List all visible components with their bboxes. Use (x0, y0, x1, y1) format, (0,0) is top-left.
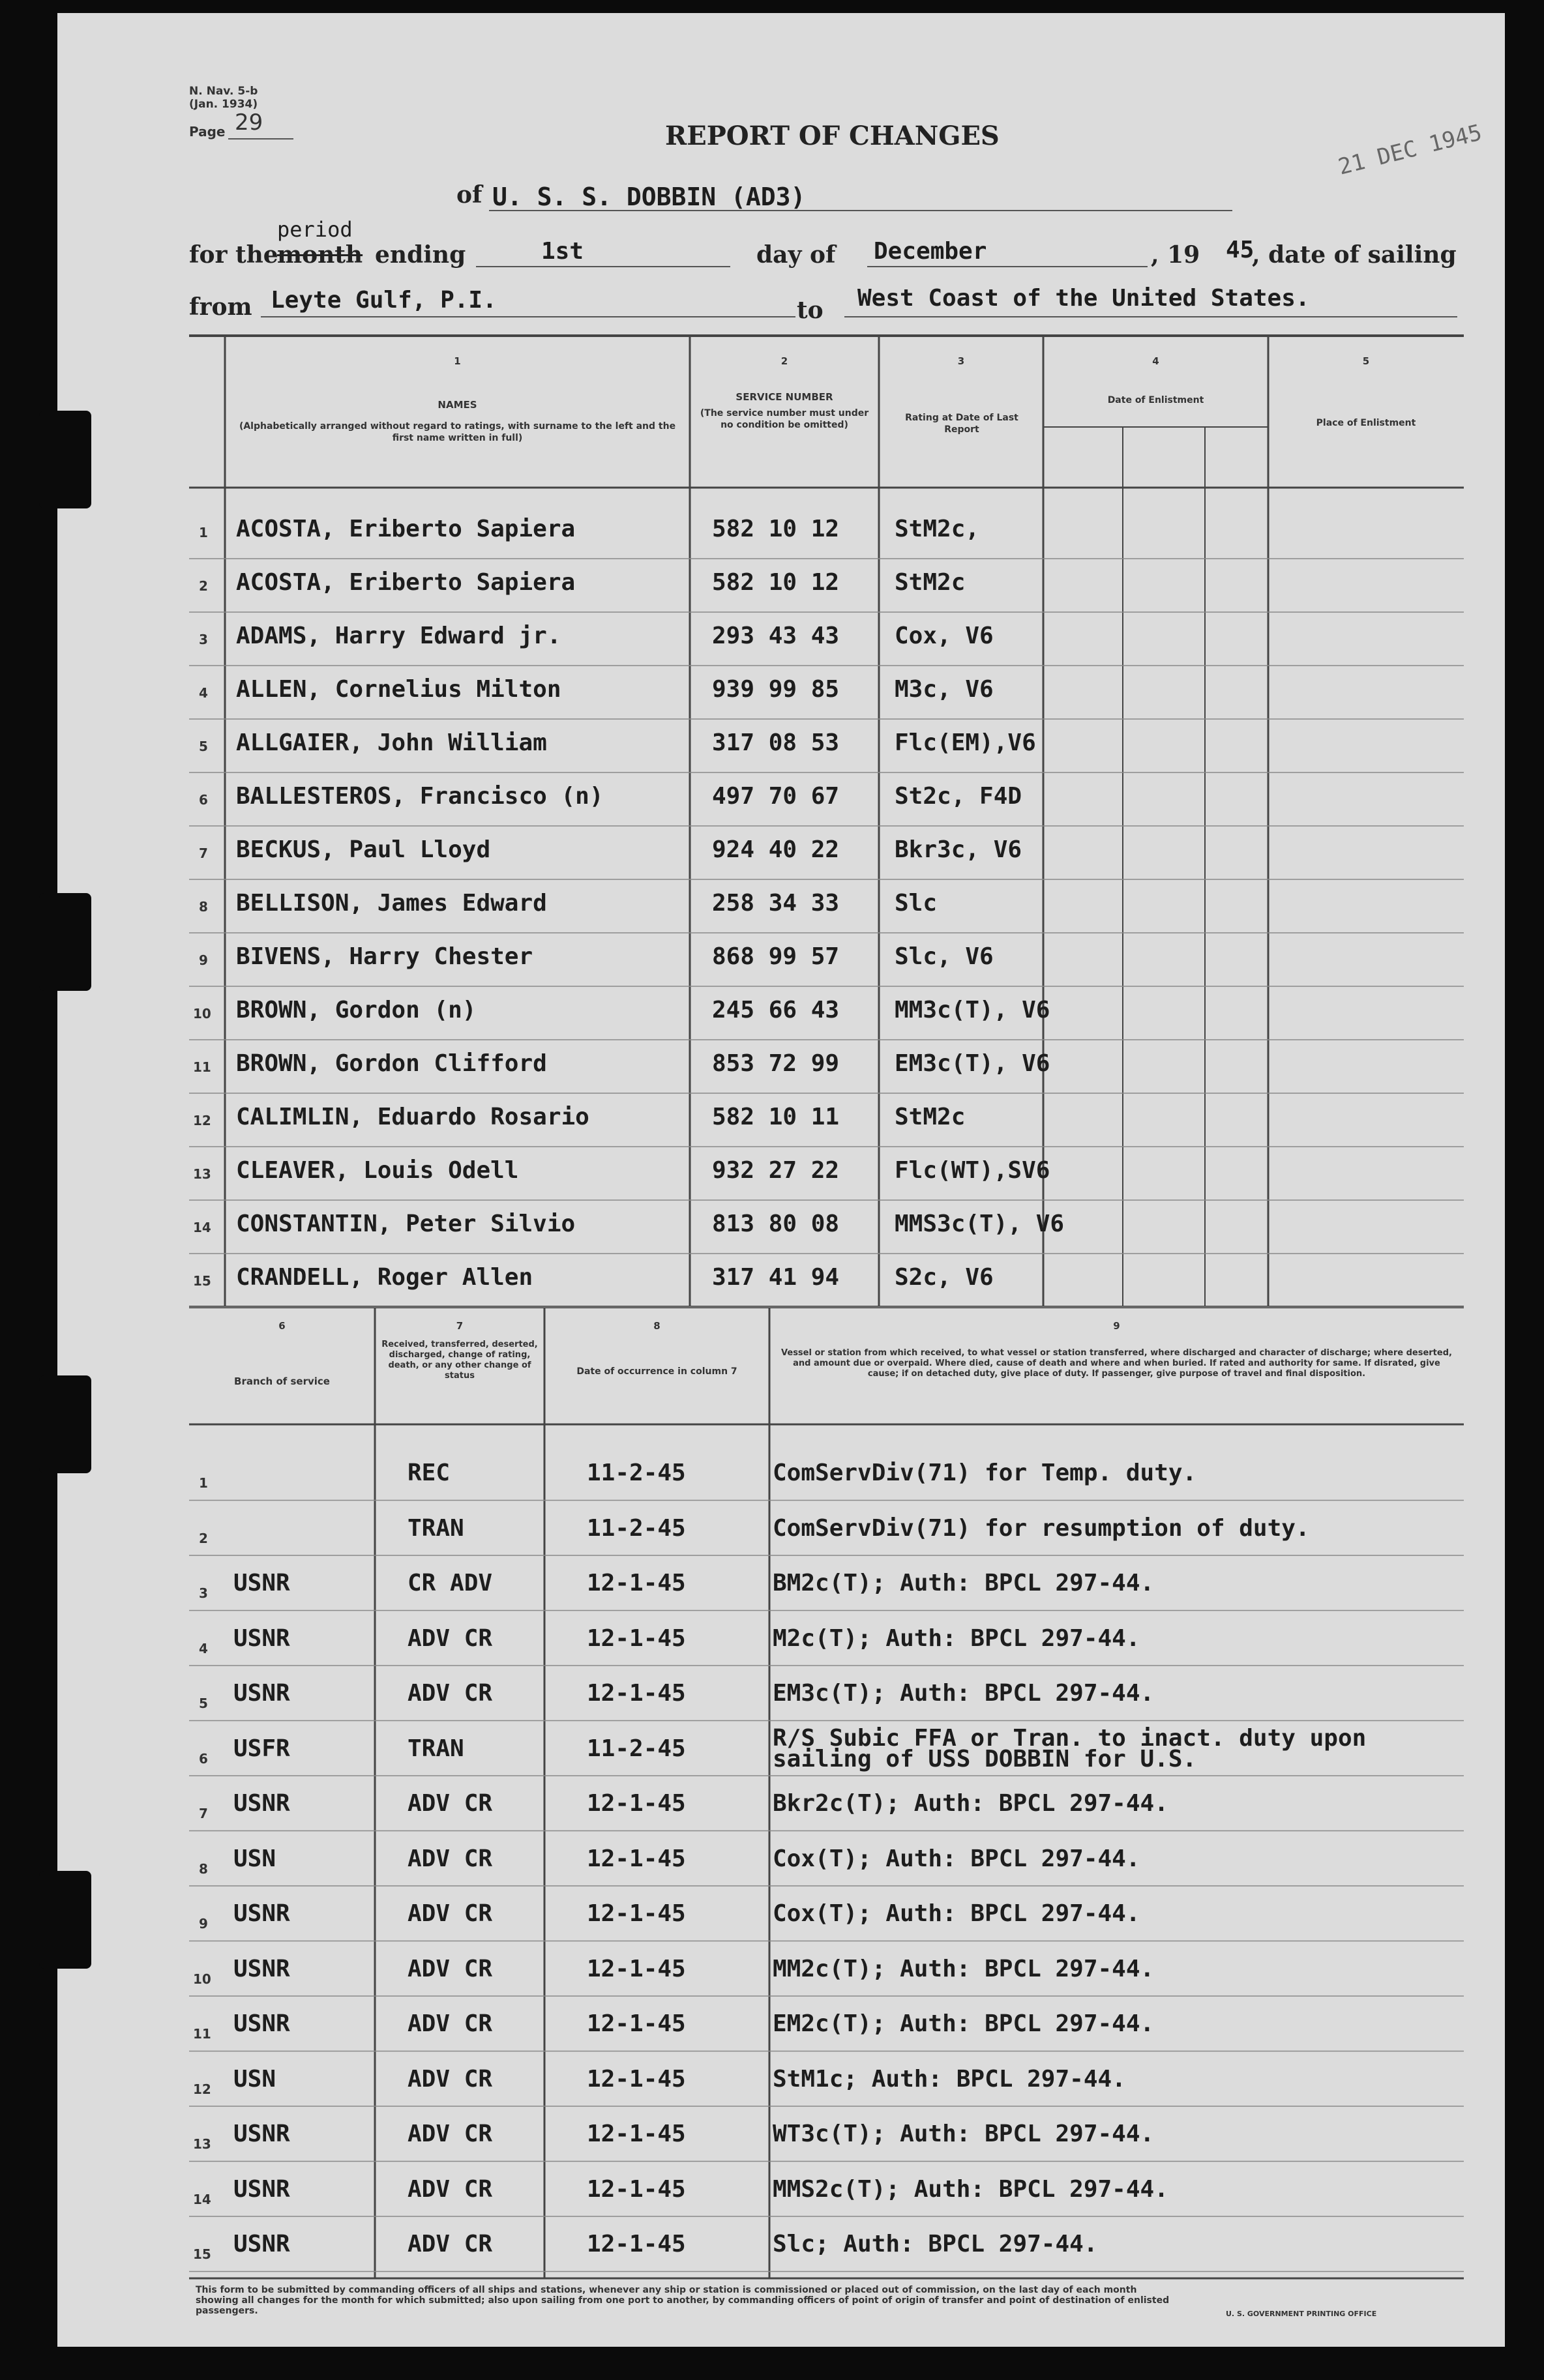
year-prefix: , 19 (1151, 241, 1200, 269)
col2-note: (The service number must under no condition be omitted) (700, 408, 869, 430)
ship-name: U. S. S. DOBBIN (AD3) (492, 183, 806, 211)
print-code: U. S. GOVERNMENT PRINTING OFFICE (1226, 2310, 1377, 2318)
name-cell: BECKUS, Paul Lloyd (236, 836, 491, 863)
name-cell: CALIMLIN, Eduardo Rosario (236, 1104, 589, 1130)
date-cell: 11-2-45 (587, 1514, 686, 1542)
row-number: 11 (193, 2026, 211, 2042)
rating-cell: S2c, V6 (895, 1264, 994, 1291)
remarks-cell: MMS2c(T); Auth: BPCL 297-44. (773, 2175, 1168, 2203)
row-number: 14 (193, 1220, 211, 1235)
row-number: 13 (193, 2136, 211, 2152)
service-number-cell: 293 43 43 (712, 623, 840, 649)
name-cell: BELLISON, James Edward (236, 890, 547, 917)
col2-title: SERVICE NUMBER (735, 391, 833, 403)
col6-title: Branch of service (234, 1375, 330, 1387)
date-cell: 12-1-45 (587, 2231, 686, 2257)
row-number: 10 (193, 1971, 211, 1987)
row-number: 5 (199, 739, 208, 754)
remarks-cell: StM1c; Auth: BPCL 297-44. (773, 2065, 1126, 2093)
day-of-label: day of (756, 241, 836, 269)
remarks-cell: WT3c(T); Auth: BPCL 297-44. (773, 2121, 1155, 2147)
date-cell: 11-2-45 (587, 1735, 686, 1762)
col3-title: Rating at Date of Last Report (905, 413, 1018, 435)
change-cell: TRAN (408, 1514, 464, 1542)
row-number: 15 (193, 1273, 211, 1289)
period-word: period (277, 217, 353, 242)
date-cell: 12-1-45 (587, 1790, 686, 1817)
branch-cell: USFR (233, 1735, 290, 1762)
branch-cell: USN (233, 1845, 276, 1872)
date-cell: 12-1-45 (587, 1900, 686, 1927)
footer-line-2: showing all changes for the month for which submitted; also upon sailing from one port to another, by commanding officers of point of origin of transfer and point of destination of enlisted (196, 2295, 1170, 2306)
row-number: 7 (199, 1806, 208, 1821)
rating-cell: Bkr3c, V6 (895, 836, 1022, 863)
name-cell: BALLESTEROS, Francisco (n) (236, 783, 604, 810)
col6-number: 6 (278, 1320, 286, 1332)
row-number: 4 (199, 1640, 208, 1656)
col1-note: (Alphabetically arranged without regard to ratings, with surname to the left and the first name written in full) (239, 421, 676, 443)
month-struck-word: month (277, 241, 363, 269)
row-number: 15 (193, 2246, 211, 2262)
service-number-cell: 317 41 94 (712, 1264, 840, 1291)
remarks-cell: Cox(T); Auth: BPCL 297-44. (773, 1845, 1140, 1872)
col9-title: Vessel or station from which received, to what vessel or station transferred, where discharged and character of discharge; where deserted, and amount due or overpaid. Where died, cause of death and where and when buried. If rated and authority for same. If disrated, give cause; if on detached duty, give place of duty. If passenger, give purpose of travel and final disposition. (781, 1348, 1452, 1379)
branch-cell: USNR (233, 2175, 290, 2203)
remarks-cell: EM2c(T); Auth: BPCL 297-44. (773, 2010, 1155, 2037)
date-cell: 11-2-45 (587, 1460, 686, 1486)
date-cell: 12-1-45 (587, 2121, 686, 2147)
service-number-cell: 582 10 12 (712, 516, 840, 542)
rating-cell: Slc, V6 (895, 943, 994, 970)
ending-label: ending (375, 241, 466, 269)
name-cell: ACOSTA, Eriberto Sapiera (236, 516, 576, 542)
to-place: West Coast of the United States. (857, 285, 1310, 312)
change-cell: ADV CR (408, 1680, 493, 1707)
row-number: 2 (199, 1530, 208, 1546)
row-number: 10 (193, 1006, 211, 1021)
name-cell: ALLEN, Cornelius Milton (236, 676, 561, 703)
change-cell: CR ADV (408, 1570, 493, 1596)
rating-cell: StM2c (895, 569, 966, 596)
service-number-cell: 924 40 22 (712, 836, 840, 863)
month-value: December (874, 238, 987, 265)
page-label: Page (189, 124, 226, 140)
col7-title: Received, transferred, deserted, discharged, change of rating, death, or any other change of status (381, 1340, 538, 1381)
col4-title: Date of Enlistment (1107, 395, 1204, 405)
date-cell: 12-1-45 (587, 1624, 686, 1652)
to-label: to (797, 297, 824, 324)
service-number-cell: 813 80 08 (712, 1211, 840, 1237)
row-number: 6 (199, 792, 208, 808)
rating-cell: MMS3c(T), V6 (895, 1211, 1065, 1237)
col1-title: NAMES (438, 399, 477, 411)
name-cell: CLEAVER, Louis Odell (236, 1157, 519, 1184)
row-number: 1 (199, 1475, 208, 1491)
col9-number: 9 (1113, 1320, 1120, 1332)
service-number-cell: 497 70 67 (712, 783, 840, 810)
remarks-cell: MM2c(T); Auth: BPCL 297-44. (773, 1955, 1155, 1982)
rating-cell: StM2c (895, 1104, 966, 1130)
date-cell: 12-1-45 (587, 2065, 686, 2093)
change-cell: REC (408, 1460, 451, 1486)
branch-cell: USNR (233, 2121, 290, 2147)
rating-cell: M3c, V6 (895, 676, 994, 703)
name-cell: ALLGAIER, John William (236, 729, 547, 756)
change-cell: ADV CR (408, 1790, 493, 1817)
footer-line-1: This form to be submitted by commanding officers of all ships and stations, whenever any ship or station is commissioned or placed out of commission, on the last day of each month (196, 2285, 1137, 2295)
remarks-cell: Bkr2c(T); Auth: BPCL 297-44. (773, 1790, 1168, 1817)
date-cell: 12-1-45 (587, 1845, 686, 1872)
date-of-sailing-label: , date of sailing (1252, 241, 1457, 269)
for-the-label: for the (189, 241, 278, 269)
name-cell: BROWN, Gordon Clifford (236, 1050, 547, 1077)
row-number: 8 (199, 1860, 208, 1877)
col4-number: 4 (1152, 355, 1159, 367)
service-number-cell: 582 10 12 (712, 569, 840, 596)
rating-cell: Slc (895, 890, 938, 917)
service-number-cell: 868 99 57 (712, 943, 840, 970)
row-number: 3 (199, 1585, 208, 1601)
date-cell: 12-1-45 (587, 1680, 686, 1707)
row-number: 13 (193, 1166, 211, 1182)
from-label: from (189, 293, 252, 321)
change-cell: ADV CR (408, 2010, 493, 2037)
name-cell: ADAMS, Harry Edward jr. (236, 623, 561, 649)
service-number-cell: 317 08 53 (712, 729, 840, 756)
form-code: N. Nav. 5-b (189, 85, 258, 98)
col8-number: 8 (653, 1320, 661, 1332)
name-cell: CRANDELL, Roger Allen (236, 1264, 533, 1291)
branch-cell: USN (233, 2065, 276, 2093)
change-cell: ADV CR (408, 2231, 493, 2257)
name-cell: BIVENS, Harry Chester (236, 943, 533, 970)
ending-day: 1st (541, 238, 584, 265)
row-number: 2 (199, 578, 208, 594)
branch-cell: USNR (233, 1570, 290, 1596)
branch-cell: USNR (233, 2231, 290, 2257)
from-place: Leyte Gulf, P.I. (271, 287, 497, 314)
service-number-cell: 245 66 43 (712, 997, 840, 1023)
service-number-cell: 853 72 99 (712, 1050, 840, 1077)
row-number: 9 (199, 952, 208, 968)
remarks-cell: Cox(T); Auth: BPCL 297-44. (773, 1900, 1140, 1927)
year-suffix: 45 (1226, 237, 1254, 263)
change-cell: ADV CR (408, 1900, 493, 1927)
row-number: 4 (199, 685, 208, 701)
remarks-cell: ComServDiv(71) for Temp. duty. (773, 1460, 1197, 1486)
branch-cell: USNR (233, 1900, 290, 1927)
change-cell: ADV CR (408, 2065, 493, 2093)
rating-cell: StM2c, (895, 516, 980, 542)
date-cell: 12-1-45 (587, 1570, 686, 1596)
change-cell: ADV CR (408, 1845, 493, 1872)
branch-cell: USNR (233, 1790, 290, 1817)
service-number-cell: 258 34 33 (712, 890, 840, 917)
col2-number: 2 (780, 355, 788, 367)
remarks-cell: BM2c(T); Auth: BPCL 297-44. (773, 1570, 1155, 1596)
col5-number: 5 (1362, 355, 1370, 367)
row-number: 12 (193, 1113, 211, 1128)
name-cell: CONSTANTIN, Peter Silvio (236, 1211, 576, 1237)
rating-cell: MM3c(T), V6 (895, 997, 1050, 1023)
remarks-cell: ComServDiv(71) for resumption of duty. (773, 1514, 1310, 1542)
service-number-cell: 582 10 11 (712, 1104, 840, 1130)
remarks-cell-continued: sailing of USS DOBBIN for U.S. (773, 1745, 1197, 1772)
received-date-stamp: 21 DEC 1945 (1335, 119, 1485, 181)
date-cell: 12-1-45 (587, 1955, 686, 1982)
change-cell: ADV CR (408, 2121, 493, 2147)
col3-number: 3 (957, 355, 965, 367)
rating-cell: St2c, F4D (895, 783, 1022, 810)
row-number: 9 (199, 1916, 208, 1932)
row-number: 6 (199, 1750, 208, 1767)
remarks-cell: EM3c(T); Auth: BPCL 297-44. (773, 1680, 1155, 1707)
branch-cell: USNR (233, 1955, 290, 1982)
change-cell: ADV CR (408, 1955, 493, 1982)
service-number-cell: 932 27 22 (712, 1157, 840, 1184)
branch-cell: USNR (233, 2010, 290, 2037)
footer-line-3: passengers. (196, 2306, 258, 2316)
rating-cell: EM3c(T), V6 (895, 1050, 1050, 1077)
name-cell: BROWN, Gordon (n) (236, 997, 477, 1023)
row-number: 7 (199, 845, 208, 861)
row-number: 14 (193, 2191, 211, 2207)
remarks-cell: R/S Subic FFA or Tran. to inact. duty upon (773, 1724, 1367, 1752)
of-label: of (456, 181, 482, 209)
col1-number: 1 (454, 355, 461, 367)
form-edition: (Jan. 1934) (189, 98, 258, 111)
branch-cell: USNR (233, 1680, 290, 1707)
change-cell: ADV CR (408, 1624, 493, 1652)
row-number: 5 (199, 1696, 208, 1711)
page-number: 29 (235, 110, 263, 136)
row-number: 8 (199, 899, 208, 915)
row-number: 3 (199, 632, 208, 647)
date-cell: 12-1-45 (587, 2175, 686, 2203)
rating-cell: Cox, V6 (895, 623, 994, 649)
rating-cell: Flc(EM),V6 (895, 729, 1036, 756)
change-cell: TRAN (408, 1735, 464, 1762)
col8-title: Date of occurrence in column 7 (576, 1366, 737, 1377)
row-number: 1 (199, 525, 208, 540)
col7-number: 7 (456, 1320, 464, 1332)
branch-cell: USNR (233, 1624, 290, 1652)
row-number: 11 (193, 1059, 211, 1075)
col5-title: Place of Enlistment (1316, 418, 1416, 428)
service-number-cell: 939 99 85 (712, 676, 840, 703)
row-number: 12 (193, 2081, 211, 2097)
name-cell: ACOSTA, Eriberto Sapiera (236, 569, 576, 596)
date-cell: 12-1-45 (587, 2010, 686, 2037)
page-title: REPORT OF CHANGES (665, 121, 1000, 151)
rating-cell: Flc(WT),SV6 (895, 1157, 1050, 1184)
change-cell: ADV CR (408, 2175, 493, 2203)
remarks-cell: Slc; Auth: BPCL 297-44. (773, 2231, 1098, 2257)
remarks-cell: M2c(T); Auth: BPCL 297-44. (773, 1624, 1140, 1652)
